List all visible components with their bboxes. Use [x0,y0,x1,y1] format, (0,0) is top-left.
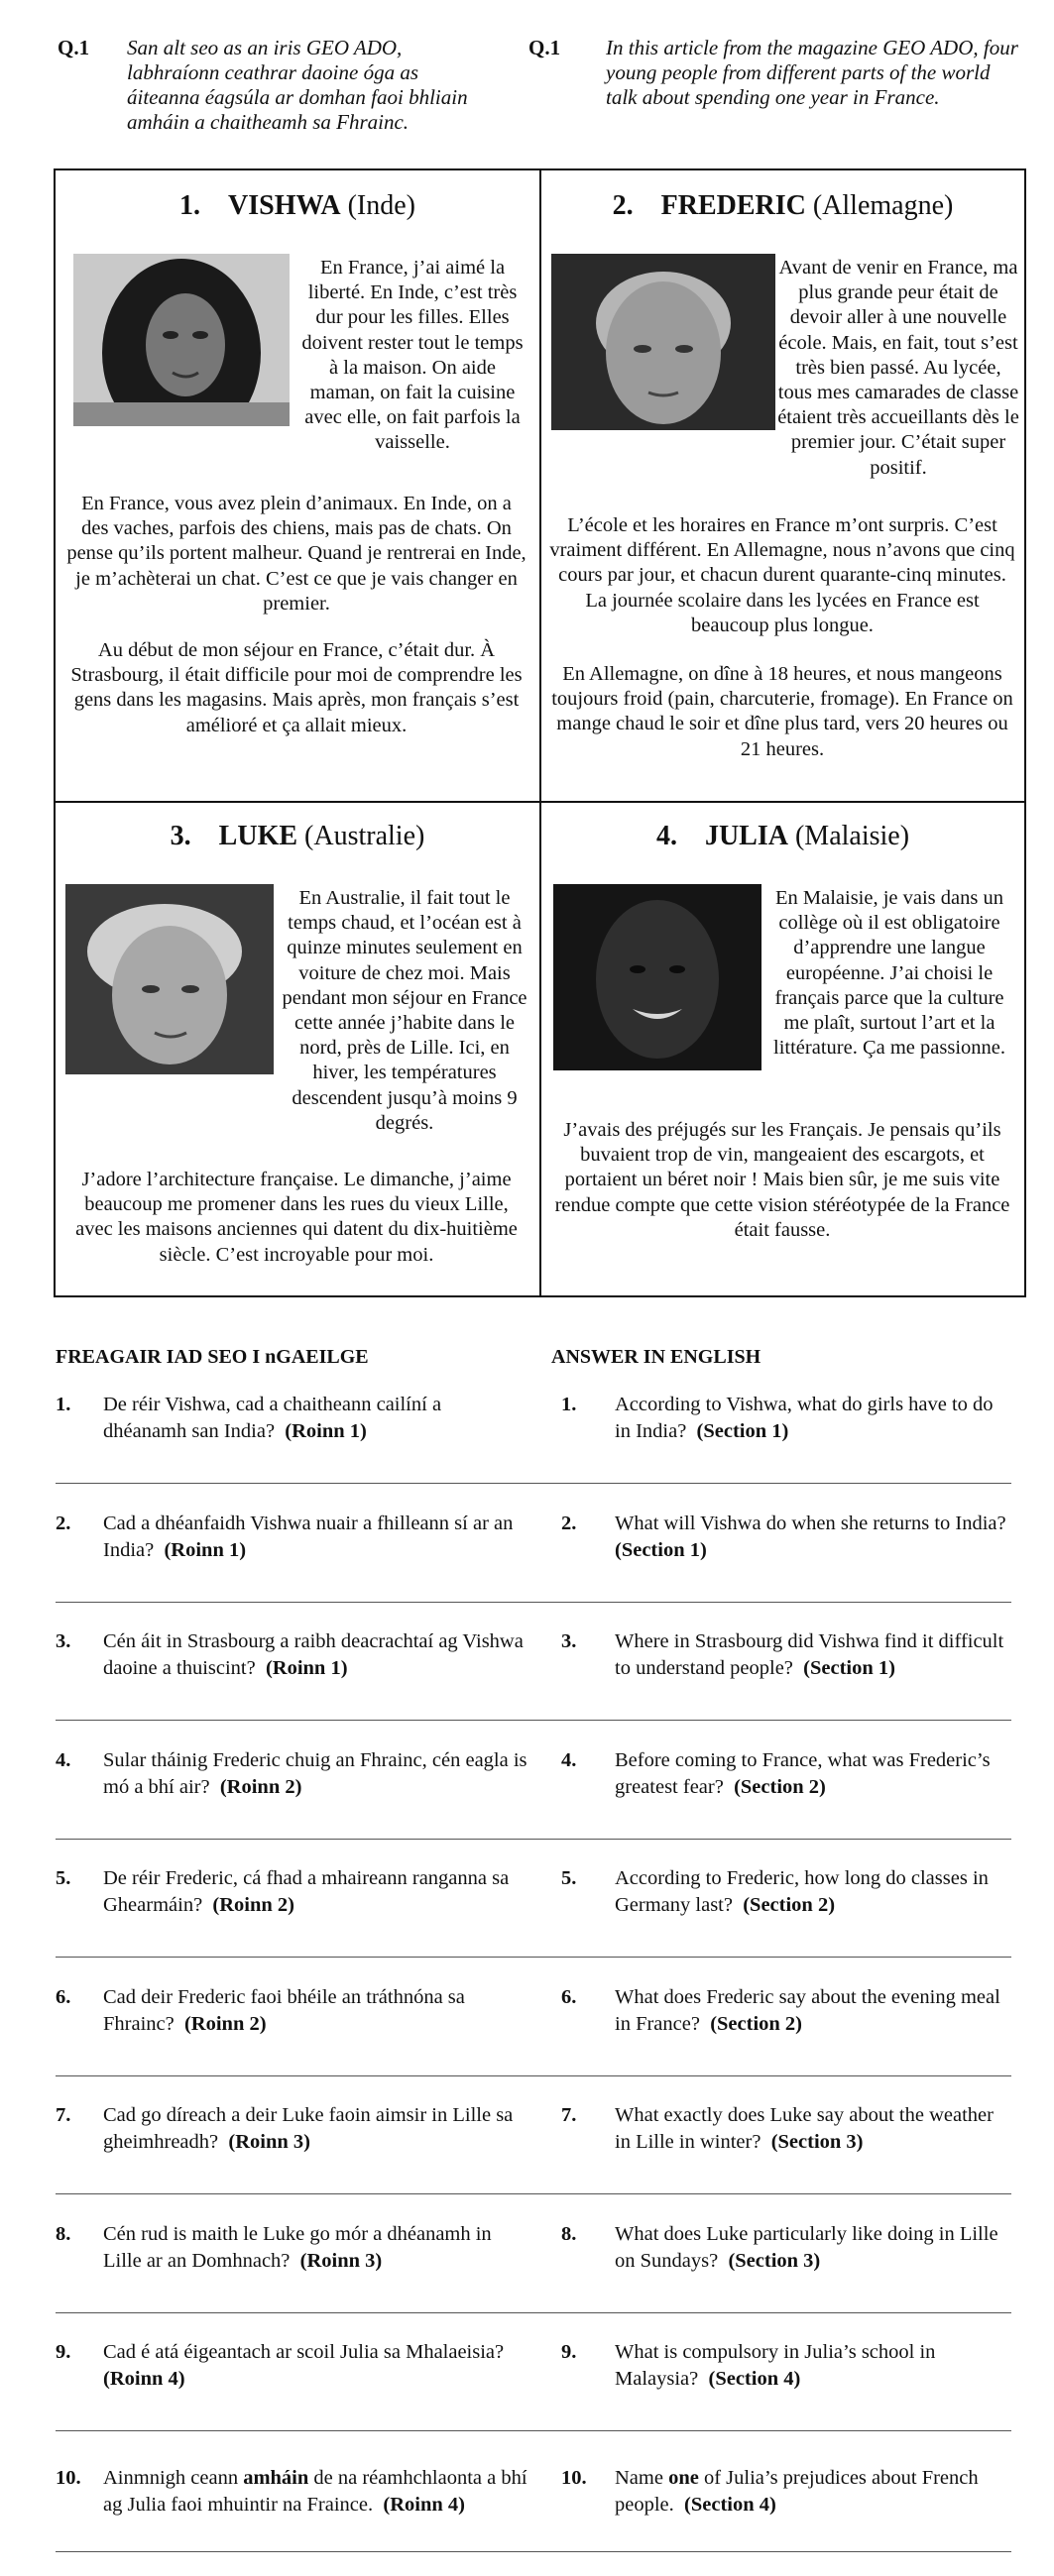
heading-english: ANSWER IN ENGLISH [551,1346,761,1368]
section-title [541,821,1024,852]
question-text: Cén áit in Strasbourg a raibh deacrachtaí ag Vishwa daoine a thuiscint? (Roinn 1) [103,1630,524,1679]
question-text: Cad go díreach a deir Luke faoin aimsir in Lille sa gheimhreadh? (Roinn 3) [103,2104,514,2153]
question-text: Where in Strasbourg did Vishwa find it difficult to understand people? (Section 1) [615,1630,1004,1679]
question-number: 3. [56,1630,71,1652]
question-text: What does Luke particularly like doing in Lille on Sundays? (Section 3) [615,2223,998,2272]
section-name: LUKE [218,821,298,851]
answer-line[interactable] [56,1839,1011,1840]
question-number: 10. [561,2467,587,2489]
question-text: Sular tháinig Frederic chuig an Fhrainc, cén eagla is mó a bhí air? (Roinn 2) [103,1749,527,1798]
paragraph: En France, vous avez plein d’animaux. En Inde, on a des vaches, parfois des chiens, mais pas de chats. On pense qu’ils portent malheur. Quand je rentrerai en Inde, je m’achèterai un chat. C’est ce que je vais changer en premier. [66,493,527,615]
answer-line[interactable] [56,1483,1011,1484]
photo-julia [553,884,761,1070]
section-country: (Inde) [347,190,415,221]
question-text: De réir Frederic, cá fhad a mhaireann ranganna sa Ghearmáin? (Roinn 2) [103,1867,510,1916]
side-text: En Malaisie, je vais dans un collège où il est obligatoire d’apprendre une langue européenne. J’ai choisi le français parce que la culture me plaît, surtout l’art et la littérature. Ça me passionne. [773,887,1005,1060]
question-number: 6. [56,1986,71,2008]
question-number: 8. [561,2223,577,2245]
paragraph: Au début de mon séjour en France, c’était dur. À Strasbourg, il était difficile pour moi de comprendre les gens dans les magasins. Mais après, mon français s’est amélioré et ça allait mieux. [70,639,523,736]
section-country: (Malaisie) [794,821,910,851]
answer-line[interactable] [56,2075,1011,2076]
section-country: (Australie) [304,821,425,851]
question-number: 3. [561,1630,577,1652]
question-text: Name one of Julia’s prejudices about French people. (Section 4) [615,2467,979,2516]
question-number: 1. [56,1394,71,1415]
answer-line[interactable] [56,1957,1011,1958]
photo-vishwa [73,254,290,426]
intro-irish-text: San alt seo as an iris GEO ADO, labhraíonn ceathrar daoine óga as áiteanna éagsúla ar domhan faoi bhliain amháin a chaitheamh sa Fhrainc. [127,36,468,134]
question-number: 5. [561,1867,577,1889]
answer-line[interactable] [56,1720,1011,1721]
question-text: According to Vishwa, what do girls have to do in India? (Section 1) [615,1394,994,1442]
question-number: 8. [56,2223,71,2245]
intro-english-number: Q.1 [528,36,561,59]
question-number: 9. [561,2341,577,2363]
question-text: What does Frederic say about the evening meal in France? (Section 2) [615,1986,1000,2035]
question-number: 7. [56,2104,71,2126]
section-name: VISHWA [228,190,341,221]
photo-luke [65,884,274,1074]
question-text: What is compulsory in Julia’s school in Malaysia? (Section 4) [615,2341,936,2390]
heading-irish: FREAGAIR IAD SEO I nGAEILGE [56,1346,369,1368]
question-number: 2. [56,1512,71,1534]
answer-line[interactable] [56,2551,1011,2552]
paragraph: En Allemagne, on dîne à 18 heures, et nous mangeons toujours froid (pain, charcuterie, fromage). En France on mange chaud le soir et dîne plus tard, vers 20 heures ou 21 heures. [551,663,1013,760]
section-name: JULIA [704,821,788,851]
intro-english-text: In this article from the magazine GEO ADO, four young people from different parts of the world talk about spending one year in France. [606,36,1018,109]
question-text: Cad deir Frederic faoi bhéile an tráthnóna sa Fhrainc? (Roinn 2) [103,1986,465,2035]
section-frederic [541,170,1024,801]
side-text: En France, j’ai aimé la liberté. En Inde, c’est très dur pour les filles. Elles doivent rester tout le temps à la maison. On aide maman, on fait la cuisine avec elle, on fait parfois la vaisselle. [301,257,524,454]
section-title [541,190,1024,222]
section-number: 4. [655,821,677,851]
question-text: According to Frederic, how long do classes in Germany last? (Section 2) [615,1867,989,1916]
question-text: Cén rud is maith le Luke go mór a dhéanamh in Lille ar an Domhnach? (Roinn 3) [103,2223,492,2272]
answer-line[interactable] [56,2193,1011,2194]
section-julia [541,803,1024,1295]
question-text: Cad a dhéanfaidh Vishwa nuair a fhilleann sí ar an India? (Roinn 1) [103,1512,514,1561]
answer-line[interactable] [56,1602,1011,1603]
section-vishwa [56,170,539,801]
section-title [56,190,539,222]
section-country: (Allemagne) [812,190,954,221]
section-name: FREDERIC [660,190,806,221]
section-luke [56,803,539,1295]
question-number: 6. [561,1986,577,2008]
question-number: 4. [56,1749,71,1771]
question-number: 10. [56,2467,81,2489]
section-number: 2. [612,190,634,221]
answer-line[interactable] [56,2430,1011,2431]
question-text: What will Vishwa do when she returns to India? (Section 1) [615,1512,1006,1561]
question-text: Ainmnigh ceann amháin de na réamhchlaonta a bhí ag Julia faoi mhuintir na Fraince. (Roinn 4) [103,2467,527,2516]
question-number: 4. [561,1749,577,1771]
question-number: 9. [56,2341,71,2363]
section-number: 1. [179,190,200,221]
question-text: What exactly does Luke say about the weather in Lille in winter? (Section 3) [615,2104,994,2153]
question-number: 7. [561,2104,577,2126]
paragraph: J’avais des préjugés sur les Français. Je pensais qu’ils buvaient trop de vin, mangeaient des escargots, et portaient un béret noir ! Mais bien sûr, je me suis vite rendue compte que cette vision stéréotypée de la France était fausse. [554,1119,1010,1241]
question-text: De réir Vishwa, cad a chaitheann cailíní a dhéanamh san India? (Roinn 1) [103,1394,442,1442]
question-number: 1. [561,1394,577,1415]
intro-irish-number: Q.1 [58,36,90,59]
question-number: 5. [56,1867,71,1889]
photo-frederic [551,254,775,430]
question-text: Cad é atá éigeantach ar scoil Julia sa Mhalaeisia? (Roinn 4) [103,2341,505,2390]
paragraph: J’adore l’architecture française. Le dimanche, j’aime beaucoup me promener dans les rues du vieux Lille, avec les maisons anciennes qui datent du dix-huitième siècle. C’est incroyable pour moi. [75,1169,518,1266]
side-text: Avant de venir en France, ma plus grande peur était de devoir aller à une nouvelle école. Mais, en fait, tout s’est très bien passé. Au lycée, tous mes camarades de classe étaient très accueillants dès le premier jour. C’était super positif. [777,257,1019,479]
section-number: 3. [170,821,191,851]
article-grid [54,168,1026,1297]
answer-line[interactable] [56,2312,1011,2313]
side-text: En Australie, il fait tout le temps chaud, et l’océan est à quinze minutes seulement en voiture de chez moi. Mais pendant mon séjour en France cette année j’habite dans le nord, près de Lille. Ici, en hiver, les températures descendent jusqu’à moins 9 degrés. [282,887,527,1134]
question-number: 2. [561,1512,577,1534]
section-title [56,821,539,852]
question-text: Before coming to France, what was Frederic’s greatest fear? (Section 2) [615,1749,991,1798]
paragraph: L’école et les horaires en France m’ont surpris. C’est vraiment différent. En Allemagne, nous n’avons que cinq cours par jour, et chacun durent quarante-cinq minutes. La journée scolaire dans les lycées en France est beaucoup plus longue. [549,514,1015,636]
